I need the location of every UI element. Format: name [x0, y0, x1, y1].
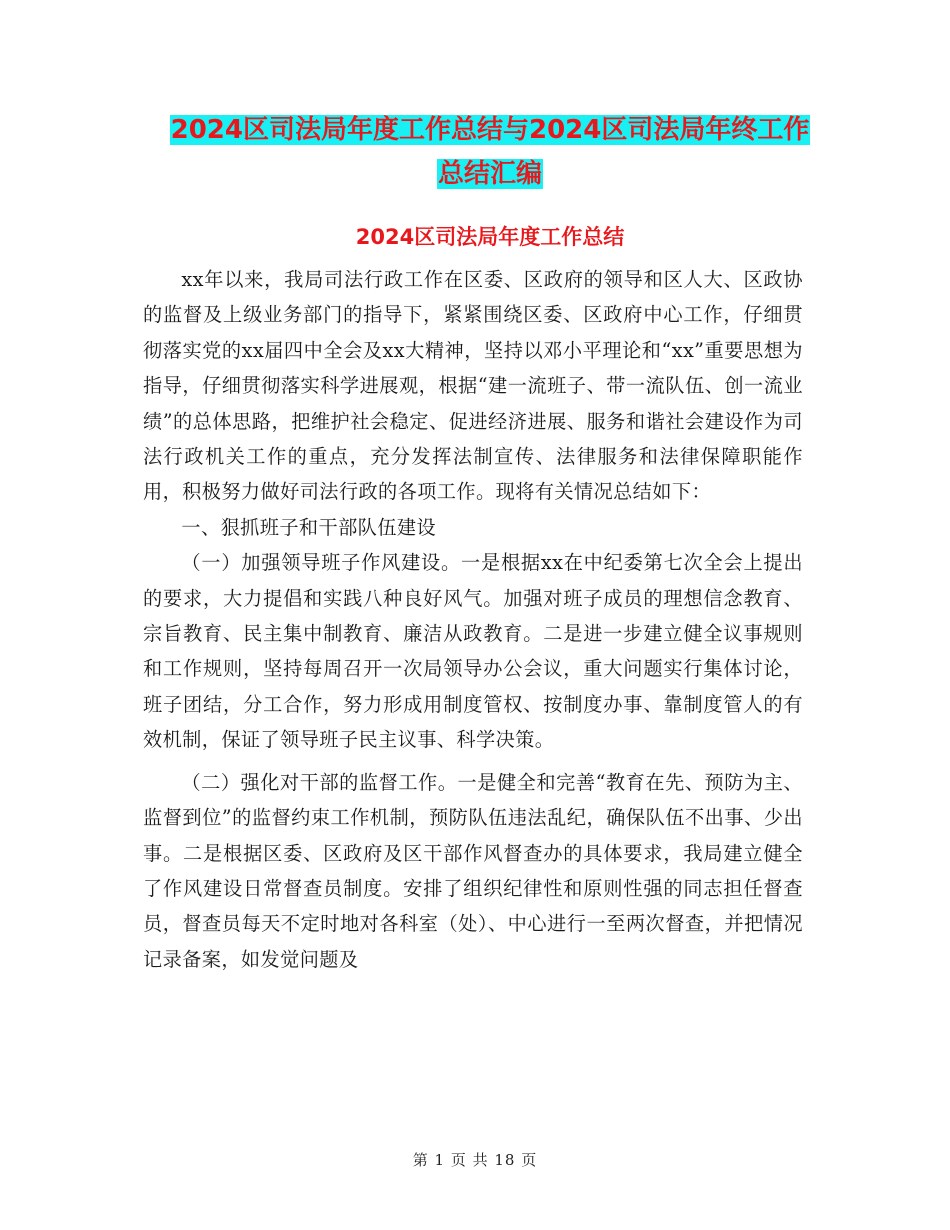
- document-title: [140, 108, 840, 196]
- document-title-line-2: 总结汇编: [437, 159, 542, 189]
- section-title: 2024区司法局年度工作总结: [355, 225, 625, 249]
- paragraph-intro: xx年以来，我局司法行政工作在区委、区政府的领导和区人大、区政协的监督及上级业务部门的指导下，紧紧围绕区委、区政府中心工作，仔细贯彻落实党的xx届四中全会及xx大精神，坚持以邓小平理论和“xx”重要思想为指导，仔细贯彻落实科学进展观，根据“建一流班子、带一流队伍、创一流业绩”的总体思路，把维护社会稳定、促进经济进展、服务和谐社会建设作为司法行政机关工作的重点，充分发挥法制宣传、法律服务和法律保障职能作用，积极努力做好司法行政的各项工作。现将有关情况总结如下：: [143, 268, 803, 504]
- paragraph-leadership: （一）加强领导班子作风建设。一是根据xx在中纪委第七次全会上提出的要求，大力提倡和实践八种良好风气。加强对班子成员的理想信念教育、宗旨教育、民主集中制教育、廉洁从政教育。二是进一步建立健全议事规则和工作规则，坚持每周召开一次局领导办公会议，重大问题实行集体讨论，班子团结，分工合作，努力形成用制度管权、按制度办事、靠制度管人的有效机制，保证了领导班子民主议事、科学决策。: [143, 551, 803, 752]
- page-number-footer: 第 1 页 共 18 页: [412, 1151, 538, 1169]
- heading-section-one: 一、狠抓班子和干部队伍建设: [181, 515, 437, 539]
- paragraph-supervision: （二）强化对干部的监督工作。一是健全和完善“教育在先、预防为主、监督到位”的监督约束工作机制，预防队伍违法乱纪，确保队伍不出事、少出事。二是根据区委、区政府及区干部作风督查办的具体要求，我局建立健全了作风建设日常督查员制度。安排了组织纪律性和原则性强的同志担任督查员，督查员每天不定时地对各科室（处）、中心进行一至两次督查，并把情况记录备案，如发觉问题及: [143, 770, 803, 971]
- document-title-line-1: 2024区司法局年度工作总结与2024区司法局年终工作: [170, 115, 810, 145]
- document-body: [143, 262, 803, 977]
